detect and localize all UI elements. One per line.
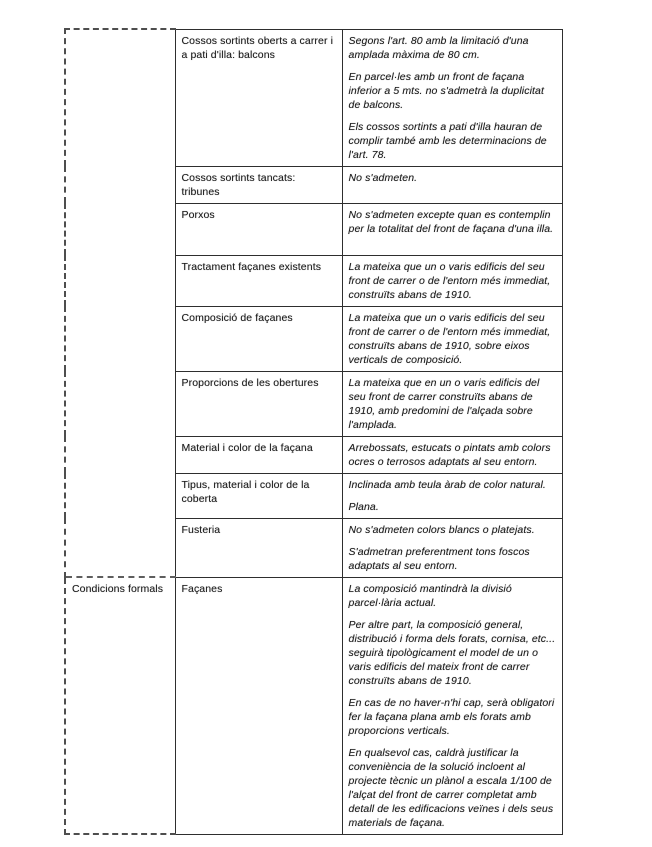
row-value [342,473,562,518]
row-label: Composició de façanes [175,306,342,371]
row-value [342,306,562,371]
value-paragraph: Segons l'art. 80 amb la limitació d'una amplada màxima de 80 cm. [348,34,529,61]
row-label: Façanes [175,577,342,834]
value-paragraph: La composició mantindrà la divisió parcel·lària actual. [348,582,512,609]
row-label: Material i color de la façana [175,436,342,473]
row-value [342,203,562,255]
value-paragraph: Plana. [348,500,379,513]
value-paragraph: Els cossos sortints a pati d'illa hauran de complir també amb les determinacions de l'art. 78. [348,120,547,161]
section-label-cell: Condicions formals [65,577,175,834]
value-paragraph: No s'admeten. [348,171,418,184]
row-label: Tipus, material i color de la coberta [175,473,342,518]
section-cell-empty [65,29,175,577]
row-label: Cossos sortints oberts a carrer i a pati d'illa: balcons [175,29,342,166]
value-paragraph: La mateixa que en un o varis edificis del seu front de carrer construïts abans de 1910, amb predomini de l'alçada sobre l'amplada. [348,376,540,431]
value-paragraph: No s'admeten colors blancs o platejats. [348,523,535,536]
row-value [342,29,562,166]
value-paragraph: En qualsevol cas, caldrà justificar la conveniència de la solució incloent al projecte tècnic un plànol a escala 1/100 de l'alçat del front de carrer completat amb detall de les edificacions veïnes i dels seus materials de façana. [348,746,554,829]
value-paragraph: No s'admeten excepte quan es contemplin per la totalitat del front de façana d'una illa. [348,208,554,235]
row-label: Fusteria [175,518,342,577]
table-row [65,29,562,166]
row-value [342,255,562,306]
value-paragraph: En parcel·les amb un front de façana inferior a 5 mts. no s'admetrà la duplicitat de balcons. [348,70,544,111]
value-paragraph: La mateixa que un o varis edificis del seu front de carrer o de l'entorn més immediat, construïts abans de 1910, sobre eixos verticals de composició. [348,311,551,366]
value-paragraph: La mateixa que un o varis edificis del seu front de carrer o de l'entorn més immediat, construïts abans de 1910. [348,260,551,301]
row-label: Proporcions de les obertures [175,371,342,436]
value-paragraph: Per altre part, la composició general, distribució i forma dels forats, cornisa, etc... seguirà tipològicament el model de un o varis edificis del mateix front de carrer construïts abans de 1910. [348,618,556,687]
value-paragraph: S'admetran preferentment tons foscos adaptats al seu entorn. [348,545,530,572]
row-label: Porxos [175,203,342,255]
value-paragraph: Inclinada amb teula àrab de color natural. [348,478,546,491]
row-value [342,436,562,473]
value-paragraph: En cas de no haver-n'hi cap, serà obligatori fer la façana plana amb els forats amb proporcions verticals. [348,696,555,737]
row-value [342,518,562,577]
building-regulations-table [64,28,563,835]
row-label: Cossos sortints tancats: tribunes [175,166,342,203]
table-row [65,577,562,834]
row-value [342,371,562,436]
row-label: Tractament façanes existents [175,255,342,306]
row-value [342,166,562,203]
value-paragraph: Arrebossats, estucats o pintats amb colors ocres o terrosos adaptats al seu entorn. [348,441,551,468]
row-value [342,577,562,834]
